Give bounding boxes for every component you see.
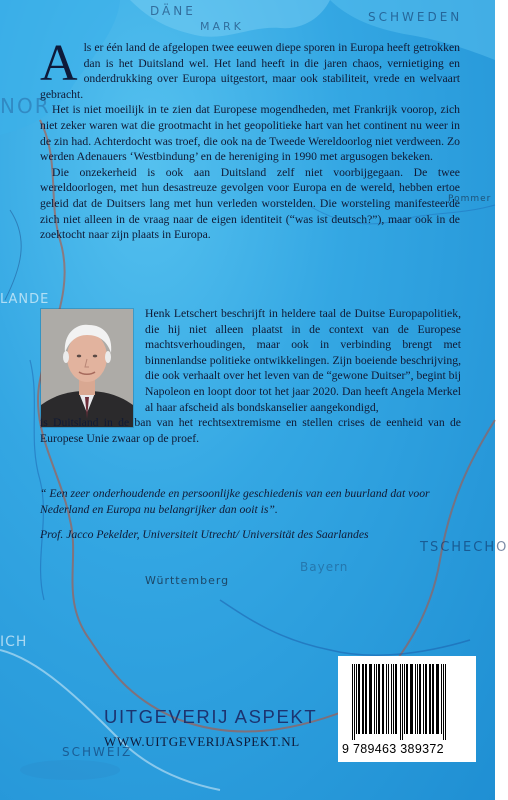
map-label-daenemark-2: MARK bbox=[200, 20, 244, 33]
barcode-bar bbox=[386, 664, 387, 734]
barcode-bar bbox=[358, 664, 360, 734]
barcode-bar bbox=[404, 664, 405, 734]
barcode-bar bbox=[410, 664, 413, 734]
barcode-bar bbox=[393, 664, 394, 734]
barcode-bar bbox=[352, 664, 353, 740]
endorsement-quote: “ Een zeer onderhoudende en persoonlijke geschiedenis van een buurland dat voor Nederland en Europa nu belangrijker dan ooit is”. bbox=[40, 487, 430, 516]
barcode-bar bbox=[432, 664, 434, 734]
barcode-bar bbox=[374, 664, 375, 734]
map-label-tschecho: TSCHECHO bbox=[420, 540, 508, 555]
map-label-ich: ICH bbox=[0, 634, 28, 650]
barcode-bar bbox=[388, 664, 389, 734]
blurb-paragraph-1 bbox=[40, 35, 460, 102]
barcode-bar bbox=[419, 664, 421, 734]
barcode-bar bbox=[391, 664, 392, 734]
barcode-bar bbox=[354, 664, 355, 740]
barcode-bar bbox=[362, 664, 364, 734]
author-bio-tail: is Duitsland in de ban van het rechtsextremisme en stellen crises de eenheid van de Europese Unie zwaar op de proef. bbox=[40, 416, 461, 445]
dropcap: A bbox=[40, 35, 78, 92]
publisher-name: UITGEVERIJ ASPEKT bbox=[104, 706, 318, 727]
blurb-paragraph-1-text: ls er één land de afgelopen twee eeuwen diepe sporen in Europa heeft getrokken dan is het Duitsland wel. Het land heeft in die jaren chaos, vernietiging en onderdrukking over Europa uitgestort, maar ook stabiliteit, vrede en welvaart gebracht. bbox=[40, 41, 460, 101]
endorsement-attribution: Prof. Jacco Pekelder, Universiteit Utrecht/ Universität des Saarlandes bbox=[40, 528, 369, 541]
map-label-daenemark: DÄNE bbox=[150, 4, 196, 18]
blurb-text bbox=[40, 35, 460, 243]
barcode-bar bbox=[378, 664, 380, 734]
barcode-bar bbox=[425, 664, 427, 734]
barcode-bar bbox=[445, 664, 446, 740]
barcode-bar bbox=[436, 664, 439, 734]
map-label-schweiz: SCHWEIZ bbox=[62, 745, 133, 759]
map-label-schweden: SCHWEDEN bbox=[368, 10, 463, 24]
barcode-bar bbox=[417, 664, 418, 734]
barcode-bars bbox=[348, 664, 466, 740]
barcode bbox=[338, 656, 476, 762]
isbn-number: 9 789463 389372 bbox=[342, 742, 444, 756]
barcode-bar bbox=[441, 664, 442, 734]
blurb-paragraph-3: Die onzekerheid is ook aan Duitsland zelf niet voorbijgegaan. De twee wereldoorlogen, met hun desastreuze gevolgen voor Europa en de wereld, hebben ertoe geleid dat de Duitsers lang met hun verleden worstelden. Die worsteling manifesteerde zich niet alleen in de vraag naar de eigen identiteit (“was ist deutsch?”), maar ook in de zoektocht naar zijn plaats in Europa. bbox=[40, 165, 460, 242]
barcode-bar bbox=[356, 664, 357, 734]
author-bio bbox=[40, 306, 461, 445]
map-label-pommern: Pommer bbox=[448, 194, 492, 204]
barcode-bar bbox=[365, 664, 367, 734]
map-label-nord: NOR bbox=[0, 94, 51, 118]
map-label-lande: LANDE bbox=[0, 292, 50, 307]
author-photo bbox=[40, 308, 134, 428]
author-bio-text: Henk Letschert beschrijft in heldere taal de Duitse Europapolitiek, die hij niet alleen plaatst in de context van de Europese machtsverhoudingen, maar ook in verbinding brengt met binnenlandse politieke ontwikkelingen. Zijn boeiende beschrijving, die ook verhaalt over het leven van de “gewone Duitser”, begint bij Napoleon en loopt door tot het jaar 2020. Dan heeft Angela Merkel al haar afscheid als bondskanselier aangekondigd, bbox=[145, 307, 461, 414]
author-portrait-image bbox=[41, 309, 133, 427]
barcode-bar bbox=[402, 664, 403, 740]
barcode-bar bbox=[406, 664, 408, 734]
barcode-bar bbox=[369, 664, 372, 734]
barcode-bar bbox=[429, 664, 431, 734]
map-label-bayern: Bayern bbox=[300, 560, 349, 574]
barcode-bar bbox=[400, 664, 401, 740]
map-label-wuerttemberg: Württemberg bbox=[145, 574, 230, 587]
barcode-bar bbox=[443, 664, 444, 740]
barcode-bar bbox=[423, 664, 424, 734]
barcode-bar bbox=[382, 664, 384, 734]
barcode-bar bbox=[415, 664, 416, 734]
barcode-bar bbox=[376, 664, 377, 734]
publisher-website: WWW.UITGEVERIJASPEKT.NL bbox=[104, 734, 300, 749]
barcode-bar bbox=[395, 664, 397, 734]
blurb-paragraph-2: Het is niet moeilijk in te zien dat Europese mogendheden, met Frankrijk voorop, zich niet zeker waren wat die grootmacht in het geopolitieke hart van het continent nu weer in de zin had. Achterdocht was troef, die ook na de Tweede Wereldoorlog niet verdween. Zo werden Adenauers ‘Westbindung’ en de hereniging in 1990 met argusogen bekeken. bbox=[40, 103, 460, 164]
